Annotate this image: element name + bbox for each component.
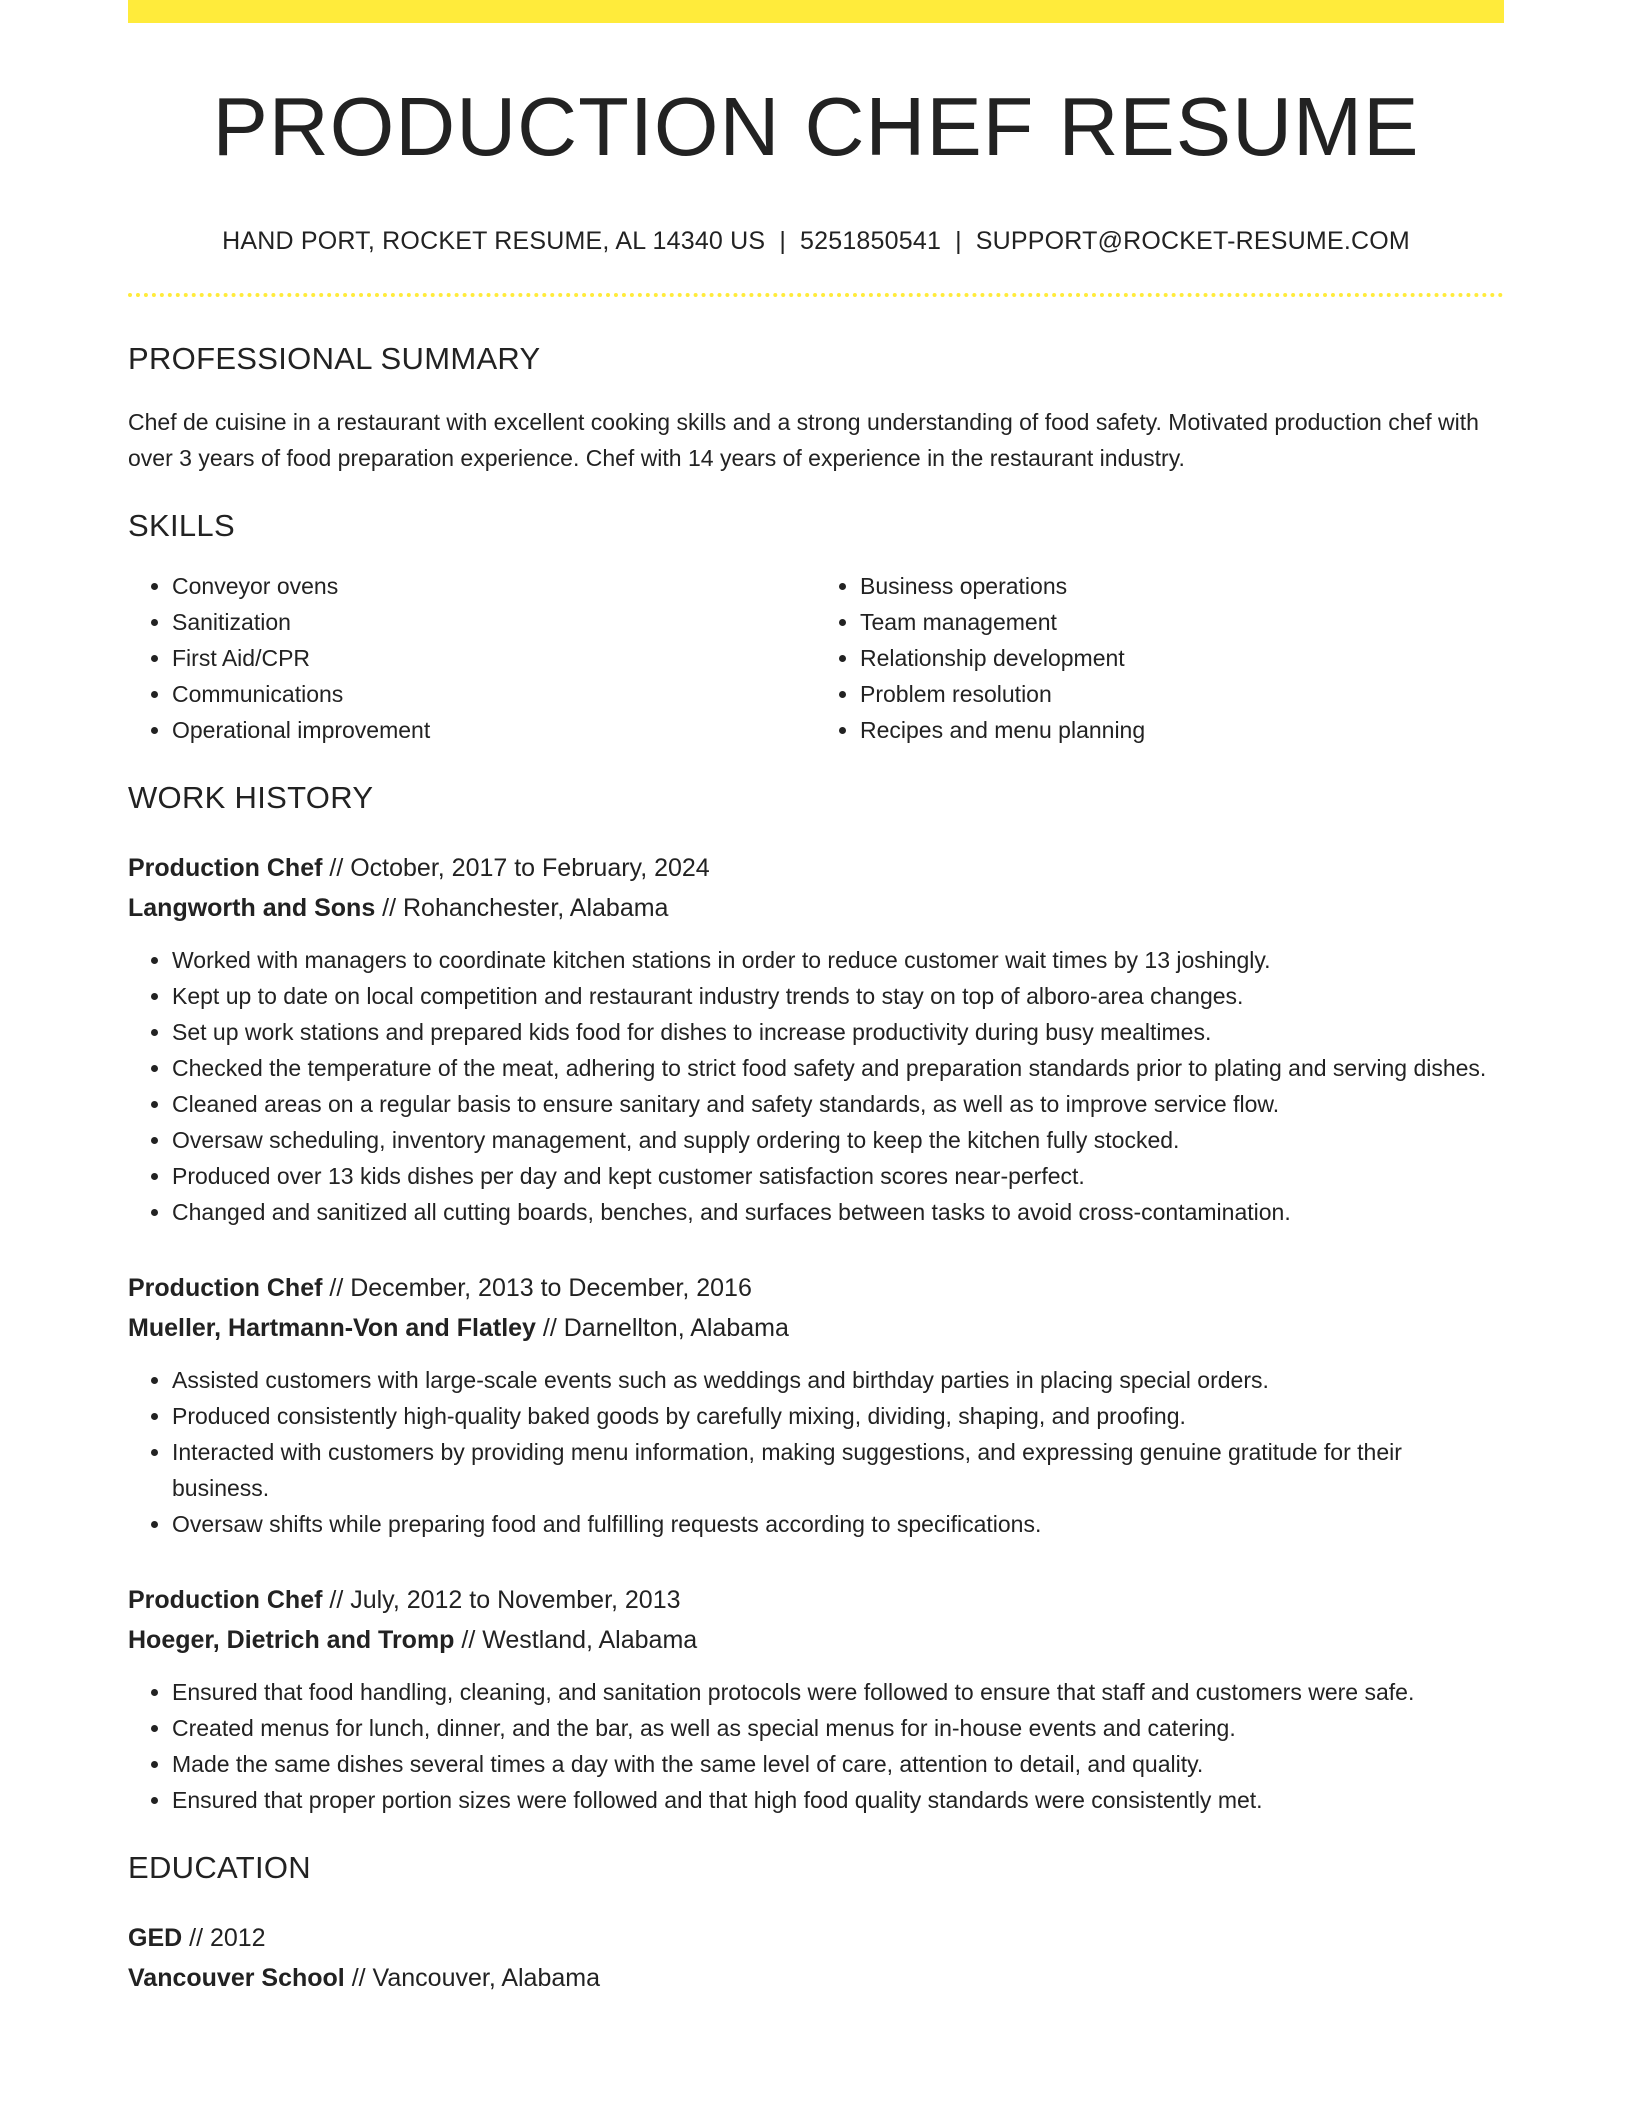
contact-separator: | [779,227,787,256]
skill-item: • Problem resolution [860,676,1504,712]
job-bullet: • Oversaw shifts while preparing food and fulfilling requests according to specifications. [172,1506,1504,1542]
job-bullet: • Made the same dishes several times a day with the same level of care, attention to detail, and quality. [172,1746,1504,1782]
job-role-line [128,1580,1504,1620]
skill-item: • Recipes and menu planning [860,712,1504,748]
job-bullets [128,942,1504,1230]
job-company-line [128,888,1504,928]
job-location: // Darnellton, Alabama [535,1314,789,1343]
skill-item: • Operational improvement [172,712,816,748]
education-location: // Vancouver, Alabama [344,1964,600,1993]
contact-phone[interactable]: 5251850541 [800,227,942,256]
education-school-line [128,1958,1504,1998]
job-location: // Westland, Alabama [454,1626,698,1655]
job-bullet: • Ensured that proper portion sizes were followed and that high food quality standards were consistently met. [172,1782,1504,1818]
contact-address: HAND PORT, ROCKET RESUME, AL 14340 US [222,227,766,256]
job-bullet: • Oversaw scheduling, inventory management, and supply ordering to keep the kitchen fully stocked. [172,1122,1504,1158]
job-role-line [128,1268,1504,1308]
job-bullet: • Interacted with customers by providing menu information, making suggestions, and expressing genuine gratitude for their business. [172,1434,1504,1506]
job-role: Production Chef [128,1586,323,1615]
job-dates: // July, 2012 to November, 2013 [322,1586,681,1615]
job-bullets [128,1362,1504,1542]
job-bullet: • Ensured that food handling, cleaning, and sanitation protocols were followed to ensure that staff and customers were safe. [172,1674,1504,1710]
job-entry [128,848,1504,1230]
job-bullet: • Kept up to date on local competition and restaurant industry trends to stay on top of alboro-area changes. [172,978,1504,1014]
contact-email[interactable]: SUPPORT@ROCKET-RESUME.COM [975,227,1410,256]
summary-heading: PROFESSIONAL SUMMARY [128,341,541,377]
accent-bar [128,0,1504,23]
job-entry [128,1580,1504,1818]
job-location: // Rohanchester, Alabama [375,894,669,923]
job-bullet: • Assisted customers with large-scale events such as weddings and birthday parties in placing special orders. [172,1362,1504,1398]
job-company: Mueller, Hartmann-Von and Flatley [128,1314,536,1343]
skill-item: • Communications [172,676,816,712]
education-entry [128,1918,1504,1998]
job-dates: // December, 2013 to December, 2016 [322,1274,752,1303]
skill-item: • Business operations [860,568,1504,604]
job-bullet: • Worked with managers to coordinate kitchen stations in order to reduce customer wait times by 13 joshingly. [172,942,1504,978]
job-bullets [128,1674,1504,1818]
job-bullet: • Produced over 13 kids dishes per day and kept customer satisfaction scores near-perfect. [172,1158,1504,1194]
work-history-heading: WORK HISTORY [128,780,374,816]
job-entry [128,1268,1504,1542]
skill-item: • Team management [860,604,1504,640]
education-degree: GED [128,1924,183,1953]
education-year: // 2012 [182,1924,266,1953]
job-bullet: • Created menus for lunch, dinner, and the bar, as well as special menus for in-house events and catering. [172,1710,1504,1746]
skills-list [128,568,1504,748]
skills-column-right [816,568,1504,748]
education-heading: EDUCATION [128,1850,311,1886]
job-bullet: • Cleaned areas on a regular basis to ensure sanitary and safety standards, as well as to improve service flow. [172,1086,1504,1122]
job-role-line [128,848,1504,888]
skill-item: • First Aid/CPR [172,640,816,676]
skills-heading: SKILLS [128,508,235,544]
job-bullet: • Produced consistently high-quality baked goods by carefully mixing, dividing, shaping, and proofing. [172,1398,1504,1434]
contact-line [128,226,1504,256]
job-bullet: • Set up work stations and prepared kids food for dishes to increase productivity during busy mealtimes. [172,1014,1504,1050]
resume-page [128,0,1504,1998]
job-company: Hoeger, Dietrich and Tromp [128,1626,455,1655]
job-company-line [128,1620,1504,1660]
job-bullet: • Checked the temperature of the meat, adhering to strict food safety and preparation standards prior to plating and serving dishes. [172,1050,1504,1086]
skill-item: • Relationship development [860,640,1504,676]
job-role: Production Chef [128,1274,323,1303]
job-role: Production Chef [128,854,323,883]
education-degree-line [128,1918,1504,1958]
resume-title: PRODUCTION CHEF RESUME [212,80,1420,173]
education-school: Vancouver School [128,1964,345,1993]
contact-separator: | [955,227,962,256]
job-company-line [128,1308,1504,1348]
skill-item: • Sanitization [172,604,816,640]
skills-column-left [128,568,816,748]
job-company: Langworth and Sons [128,894,376,923]
job-dates: // October, 2017 to February, 2024 [322,854,710,883]
job-bullet: • Changed and sanitized all cutting boards, benches, and surfaces between tasks to avoid cross-contamination. [172,1194,1504,1230]
dotted-divider [128,293,1504,297]
skill-item: • Conveyor ovens [172,568,816,604]
summary-text: Chef de cuisine in a restaurant with excellent cooking skills and a strong understanding of food safety. Motivated production chef with over 3 years of food preparation experience. Chef with 14 years of experience in the restaurant industry. [128,409,1479,472]
